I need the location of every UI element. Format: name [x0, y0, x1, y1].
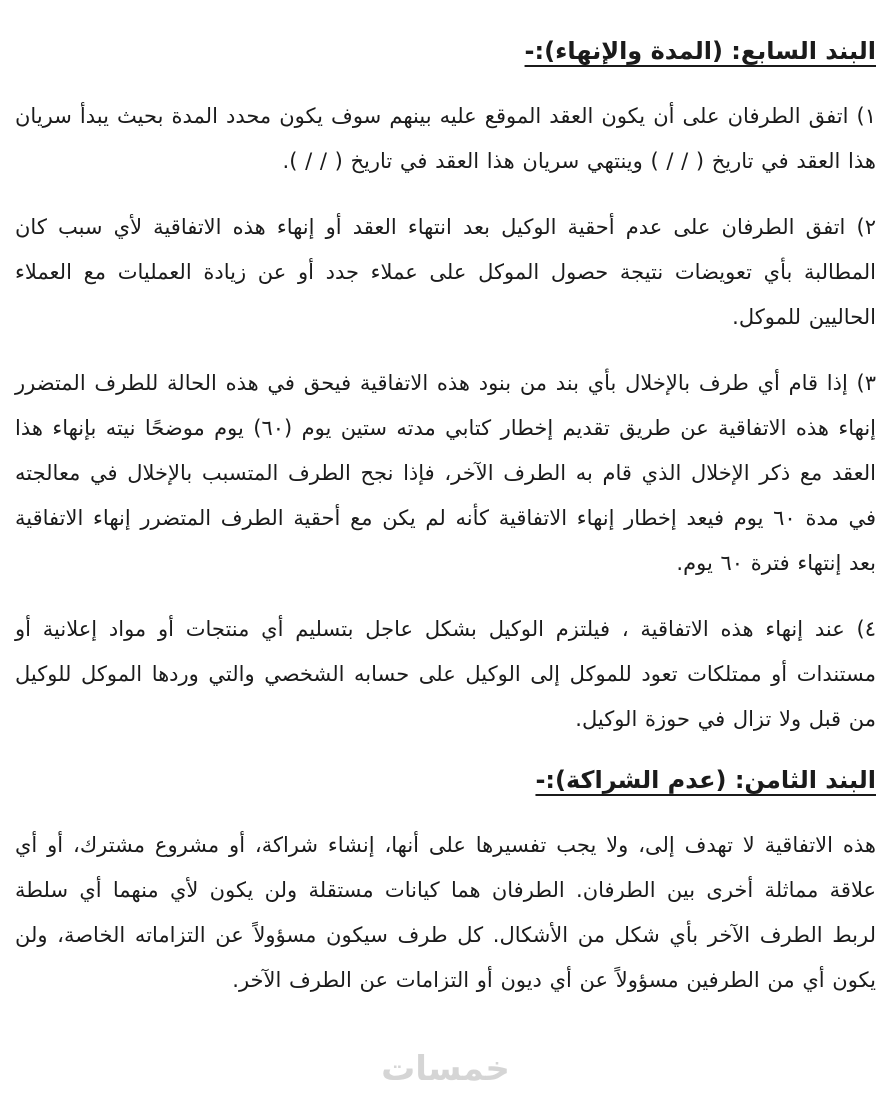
section-7-heading-text: البند السابع: (المدة والإنهاء):- [524, 37, 876, 65]
clause-7-2: ٢) اتفق الطرفان على عدم أحقية الوكيل بعد انتهاء العقد أو إنهاء هذه الاتفاقية لأي سبب كان المطالبة بأي تعويضات نتيجة حصول الموكل على عملاء جدد أو عن زيادة العمليات مع العملاء الحاليين للموكل. [15, 215, 876, 329]
section-8-heading [15, 763, 876, 797]
section-8-heading-text: البند الثامن: (عدم الشراكة):- [535, 766, 876, 794]
section-8-body: هذه الاتفاقية لا تهدف إلى، ولا يجب تفسيرها على أنها، إنشاء شراكة، أو مشروع مشترك، أو أي علاقة مماثلة أخرى بين الطرفان. الطرفان هما كيانات مستقلة ولن يكون لأي منهما أي سلطة لربط الطرف الآخر بأي شكل من الأشكال. كل طرف سيكون مسؤولاً عن التزاماته الخاصة، ولن يكون أي من الطرفين مسؤولاً عن أي ديون أو التزامات عن الطرف الآخر. [15, 833, 876, 992]
clause-7-4: ٤) عند إنهاء هذه الاتفاقية ، فيلتزم الوكيل بشكل عاجل بتسليم أي منتجات أو مواد إعلانية أو مستندات أو ممتلكات تعود للموكل إلى الوكيل على حسابه الشخصي والتي وردها الموكل للوكيل من قبل ولا تزال في حوزة الوكيل. [15, 617, 876, 731]
khamsat-watermark: خمسات [381, 1049, 510, 1089]
clause-7-3: ٣) إذا قام أي طرف بالإخلال بأي بند من بنود هذه الاتفاقية فيحق في هذه الحالة للطرف المتضرر إنهاء هذه الاتفاقية عن طريق تقديم إخطار كتابي مدته ستين يوم (٦٠) يوم موضحًا نيته بإنهاء هذا العقد مع ذكر الإخلال الذي قام به الطرف الآخر، فإذا نجح الطرف المتسبب بالإخلال في معالجته في مدة ٦٠ يوم فيعد إخطار إنهاء الاتفاقية كأنه لم يكن مع أحقية الطرف المتضرر إنهاء الاتفاقية بعد إنتهاء فترة ٦٠ يوم. [15, 371, 877, 575]
clause-7-1: ١) اتفق الطرفان على أن يكون العقد الموقع عليه بينهم سوف يكون محدد المدة بحيث يبدأ سريان هذا العقد في تاريخ ( / / ) وينتهي سريان هذا العقد في تاريخ ( / / ). [15, 104, 876, 173]
section-7-heading [15, 34, 876, 68]
